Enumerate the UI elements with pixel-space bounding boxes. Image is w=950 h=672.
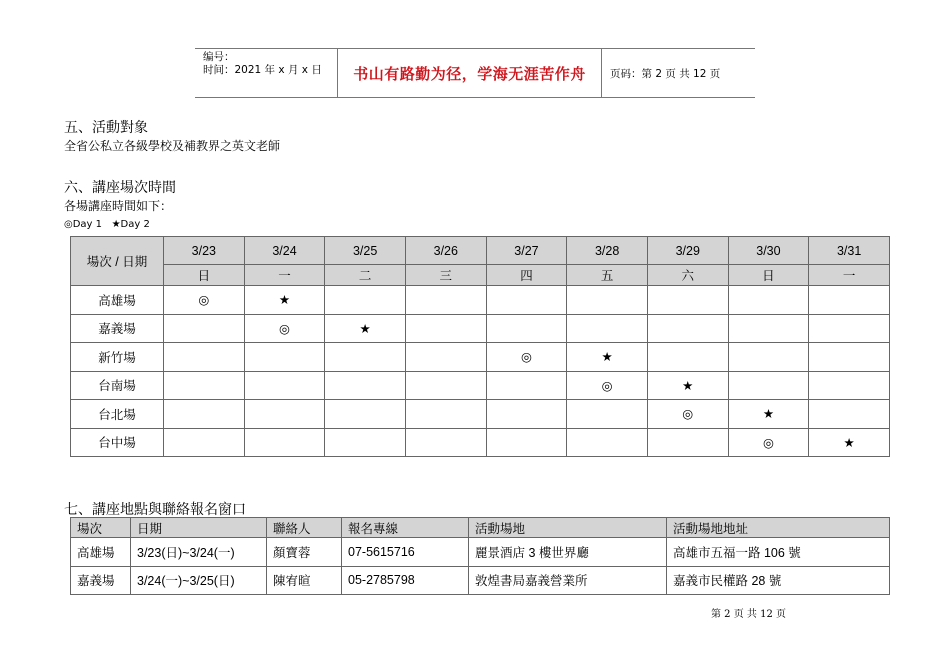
venue-col-header: 場次 bbox=[71, 518, 131, 538]
weekday-header: 日 bbox=[164, 265, 245, 286]
schedule-cell bbox=[567, 428, 648, 457]
schedule-cell bbox=[325, 343, 406, 372]
page-footer: 第 2 页 共 12 页 bbox=[711, 609, 786, 620]
venue-cell: 07-5615716 bbox=[342, 538, 469, 567]
legend-day2: ★Day 2 bbox=[111, 219, 150, 230]
schedule-cell bbox=[486, 428, 567, 457]
section5-text: 全省公私立各級學校及補教界之英文老師 bbox=[64, 139, 281, 153]
schedule-venue: 台北場 bbox=[71, 400, 164, 429]
schedule-cell bbox=[164, 371, 245, 400]
schedule-cell: ◎ bbox=[244, 314, 325, 343]
schedule-cell bbox=[405, 400, 486, 429]
schedule-cell bbox=[164, 400, 245, 429]
weekday-header: 五 bbox=[567, 265, 648, 286]
page-header bbox=[195, 48, 755, 98]
weekday-header: 二 bbox=[325, 265, 406, 286]
schedule-cell bbox=[647, 343, 728, 372]
schedule-cell bbox=[405, 343, 486, 372]
schedule-cell bbox=[244, 428, 325, 457]
schedule-cell bbox=[244, 343, 325, 372]
schedule-cell: ◎ bbox=[728, 428, 809, 457]
schedule-cell bbox=[728, 286, 809, 315]
date-header: 3/31 bbox=[809, 237, 890, 265]
weekday-header: 四 bbox=[486, 265, 567, 286]
schedule-cell: ◎ bbox=[567, 371, 648, 400]
venue-row bbox=[71, 566, 890, 595]
schedule-cell bbox=[486, 371, 567, 400]
schedule-cell bbox=[809, 343, 890, 372]
date-header: 3/23 bbox=[164, 237, 245, 265]
schedule-cell bbox=[567, 314, 648, 343]
schedule-cell bbox=[244, 371, 325, 400]
date-header: 3/30 bbox=[728, 237, 809, 265]
section7-title: 七、講座地點與聯絡報名窗口 bbox=[64, 502, 246, 518]
schedule-legend bbox=[64, 219, 150, 230]
schedule-cell bbox=[728, 371, 809, 400]
schedule-cell bbox=[405, 286, 486, 315]
header-meta bbox=[195, 49, 338, 97]
schedule-cell: ★ bbox=[244, 286, 325, 315]
number-label: 编号： bbox=[203, 51, 235, 63]
date-header: 3/28 bbox=[567, 237, 648, 265]
schedule-cell bbox=[164, 314, 245, 343]
venue-col-header: 活動場地地址 bbox=[667, 518, 890, 538]
schedule-venue: 嘉義場 bbox=[71, 314, 164, 343]
schedule-cell bbox=[164, 343, 245, 372]
schedule-venue: 高雄場 bbox=[71, 286, 164, 315]
date-header: 3/27 bbox=[486, 237, 567, 265]
schedule-venue: 台南場 bbox=[71, 371, 164, 400]
schedule-cell bbox=[405, 371, 486, 400]
schedule-cell bbox=[325, 428, 406, 457]
legend-day1: ◎Day 1 bbox=[64, 219, 103, 230]
date-header: 3/24 bbox=[244, 237, 325, 265]
schedule-cell bbox=[567, 400, 648, 429]
schedule-row bbox=[71, 428, 890, 457]
schedule-cell bbox=[809, 400, 890, 429]
venue-row bbox=[71, 538, 890, 567]
schedule-cell bbox=[647, 314, 728, 343]
header-page-label: 页码：第 2 页 共 12 页 bbox=[610, 67, 721, 80]
venue-col-header: 活動場地 bbox=[469, 518, 667, 538]
venue-cell: 嘉義市民權路 28 號 bbox=[667, 566, 890, 595]
section6-intro: 各場講座時間如下： bbox=[64, 199, 173, 213]
schedule-cell bbox=[325, 400, 406, 429]
schedule-row bbox=[71, 400, 890, 429]
venue-cell: 陳宥暄 bbox=[267, 566, 342, 595]
venue-cell: 麗景酒店 3 樓世界廳 bbox=[469, 538, 667, 567]
venue-cell: 05-2785798 bbox=[342, 566, 469, 595]
schedule-corner: 場次 / 日期 bbox=[71, 237, 164, 286]
schedule-row bbox=[71, 343, 890, 372]
schedule-table bbox=[70, 236, 890, 457]
schedule-cell bbox=[486, 400, 567, 429]
date-header: 3/25 bbox=[325, 237, 406, 265]
schedule-weekday-row bbox=[71, 265, 890, 286]
schedule-cell: ★ bbox=[647, 371, 728, 400]
weekday-header: 一 bbox=[809, 265, 890, 286]
schedule-row bbox=[71, 371, 890, 400]
schedule-row bbox=[71, 314, 890, 343]
venue-cell: 敦煌書局嘉義營業所 bbox=[469, 566, 667, 595]
weekday-header: 日 bbox=[728, 265, 809, 286]
schedule-cell: ◎ bbox=[164, 286, 245, 315]
venue-col-header: 報名專線 bbox=[342, 518, 469, 538]
schedule-venue: 台中場 bbox=[71, 428, 164, 457]
schedule-cell bbox=[567, 286, 648, 315]
venue-cell: 顏寶蓉 bbox=[267, 538, 342, 567]
schedule-cell bbox=[325, 286, 406, 315]
venue-table bbox=[70, 517, 890, 595]
date-header: 3/26 bbox=[405, 237, 486, 265]
schedule-cell bbox=[164, 428, 245, 457]
header-motto: 书山有路勤为径，学海无涯苦作舟 bbox=[338, 49, 602, 97]
schedule-cell: ◎ bbox=[486, 343, 567, 372]
schedule-venue: 新竹場 bbox=[71, 343, 164, 372]
schedule-cell: ★ bbox=[728, 400, 809, 429]
section5-title: 五、活動對象 bbox=[64, 120, 148, 136]
venue-cell: 3/23(日)~3/24(一) bbox=[131, 538, 267, 567]
weekday-header: 三 bbox=[405, 265, 486, 286]
schedule-cell bbox=[244, 400, 325, 429]
venue-cell: 嘉義場 bbox=[71, 566, 131, 595]
venue-cell: 高雄場 bbox=[71, 538, 131, 567]
schedule-cell bbox=[325, 371, 406, 400]
schedule-cell bbox=[486, 286, 567, 315]
weekday-header: 一 bbox=[244, 265, 325, 286]
schedule-cell bbox=[647, 428, 728, 457]
venue-cell: 高雄市五福一路 106 號 bbox=[667, 538, 890, 567]
venue-header-row bbox=[71, 518, 890, 538]
venue-col-header: 聯絡人 bbox=[267, 518, 342, 538]
schedule-cell bbox=[405, 428, 486, 457]
venue-col-header: 日期 bbox=[131, 518, 267, 538]
schedule-cell bbox=[809, 286, 890, 315]
schedule-cell: ★ bbox=[567, 343, 648, 372]
schedule-cell: ★ bbox=[325, 314, 406, 343]
section6-title: 六、講座場次時間 bbox=[64, 180, 176, 196]
schedule-cell: ◎ bbox=[647, 400, 728, 429]
schedule-cell bbox=[728, 343, 809, 372]
schedule-cell bbox=[809, 371, 890, 400]
date-header: 3/29 bbox=[647, 237, 728, 265]
schedule-date-row bbox=[71, 237, 890, 265]
weekday-header: 六 bbox=[647, 265, 728, 286]
schedule-cell bbox=[728, 314, 809, 343]
schedule-row bbox=[71, 286, 890, 315]
schedule-cell bbox=[486, 314, 567, 343]
schedule-cell bbox=[647, 286, 728, 315]
venue-cell: 3/24(一)~3/25(日) bbox=[131, 566, 267, 595]
schedule-cell bbox=[809, 314, 890, 343]
schedule-cell: ★ bbox=[809, 428, 890, 457]
schedule-cell bbox=[405, 314, 486, 343]
time-label: 时间：2021 年 x 月 x 日 bbox=[203, 64, 322, 76]
